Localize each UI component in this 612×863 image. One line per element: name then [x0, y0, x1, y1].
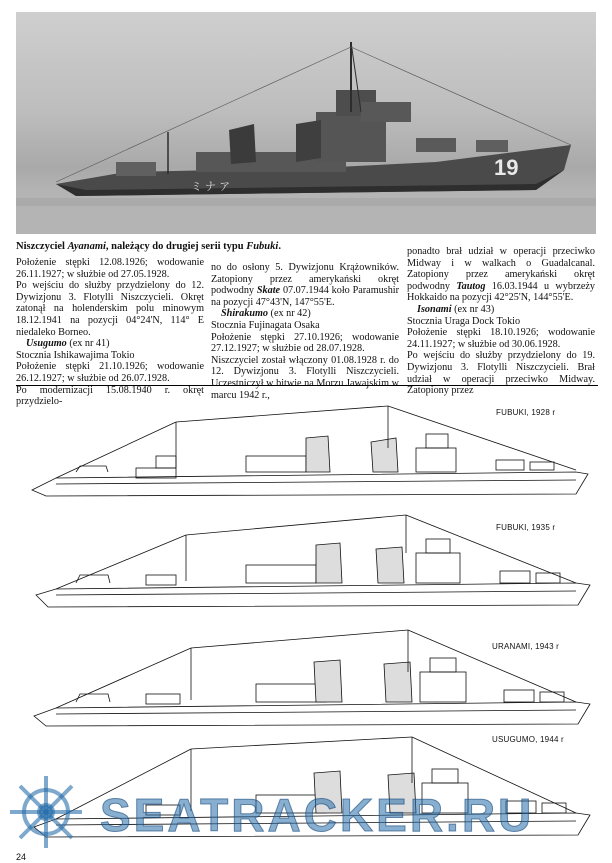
col3-text: 16.03.1944 u wybrzeży Hokkaido na pozycji 42°25'N, 144°55'E. [407, 280, 595, 304]
caption-middle: , należący do drugiej serii typu [105, 241, 247, 252]
col1-paragraph: Po wejściu do służby przydzielony do 12. Dywizjonu 3. Flotylli Niszczycieli. Okręt zatonął na holenderskim polu minowym 18.12.1941 na pozycji 04°24'N, 114° E niedaleko Borneo. [16, 280, 204, 338]
caption-type: Fubuki [246, 241, 279, 252]
ship-heading [16, 338, 204, 350]
profile-label: URANAMI, 1943 r [492, 642, 560, 651]
col2-text: 07.07.1944 koło Paramushir na pozycji 47°43'N, 147°55'E. [211, 285, 400, 308]
col2-text: no do osłony 5. Dywizjonu Krążowników. Zatopiony przez amerykański okręt podwodny [211, 262, 399, 297]
caption-suffix: . [278, 241, 281, 252]
ship-heading [211, 308, 399, 320]
ship-heading [407, 304, 595, 316]
watermark: SEATRACKER.RU [100, 789, 535, 841]
ship-profiles [16, 385, 598, 851]
profile-label: USUGUMO, 1944 r [492, 735, 564, 744]
profile-label: FUBUKI, 1928 r [496, 408, 556, 417]
shipyard: Stocznia Fujinagata Osaka [211, 319, 320, 331]
ship-number: (ex nr 42) [268, 308, 311, 320]
hull-number: 19 [494, 155, 519, 180]
ship-number: (ex nr 41) [66, 338, 110, 350]
ship-wheel-icon [6, 772, 86, 852]
col3-paragraph: Po wejściu do służby przydzielony do 19. Dywizjonu 3. Flotylli Niszczycieli. Brał udział w operacji przeciwko Midway. Zatopiony przez [407, 350, 595, 397]
ship-profile-drawing [16, 618, 598, 736]
text-column-2 [211, 262, 399, 401]
col2-paragraph [211, 262, 399, 308]
caption-ship: Ayanami [67, 241, 106, 252]
profile-fubuki-1935 [16, 501, 598, 621]
shipyard: Stocznia Uraga Dock Tokio [407, 315, 521, 327]
destroyer-photo-illustration [16, 12, 596, 234]
hull-characters-icon: ミ ナ ア [191, 181, 231, 193]
col1-paragraph: Po modernizacji 15.08.1940 r. okręt przydzielo- [16, 384, 204, 408]
submarine-name: Skate [256, 285, 281, 297]
profile-fubuki-1928 [16, 386, 598, 504]
col2-paragraph: Położenie stępki 27.10.1926; wodowanie 27.12.1927; w służbie od 28.07.1928. [211, 331, 399, 355]
text-column-3 [407, 246, 595, 397]
shipyard: Stocznia Ishikawajima Tokio [16, 349, 135, 361]
submarine-name: Tautog [456, 280, 486, 292]
profile-uranami-1943 [16, 618, 598, 736]
col3-paragraph: Położenie stępki 18.10.1926; wodowanie 24.11.1927; w służbie od 30.06.1928. [407, 327, 595, 350]
ship-profile-drawing [16, 501, 598, 621]
col1-paragraph: Położenie stępki 21.10.1926; wodowanie 26.12.1927; w służbie od 26.07.1928. [16, 361, 204, 384]
caption-prefix: Niszczyciel [16, 241, 68, 252]
profile-label: FUBUKI, 1935 r [496, 523, 556, 532]
col3-text: ponadto brał udział w operacji przeciwko Midway i w walkach o Guadalcanal. Zatopiony przez amerykański okręt podwodny [407, 246, 595, 292]
ship-name: Isonami [417, 303, 452, 315]
page-number: 24 [16, 852, 27, 862]
ship-profile-drawing [16, 386, 598, 504]
ship-photo [16, 12, 596, 234]
col3-paragraph [407, 246, 595, 304]
ship-number: (ex nr 43) [451, 303, 495, 315]
col1-paragraph: Położenie stępki 12.08.1926; wodowanie 26.11.1927; w służbie od 27.05.1928. [16, 257, 204, 280]
ship-name: Shirakumo [221, 308, 268, 320]
col2-paragraph: Niszczyciel został włączony 01.08.1928 r. do 12. Dywizjonu 3. Flotylli Niszczycieli. Uczestniczył w bitwie na Morzu Jawajskim w marcu 1942 r., [211, 354, 399, 401]
ship-name: Usugumo [26, 338, 67, 350]
